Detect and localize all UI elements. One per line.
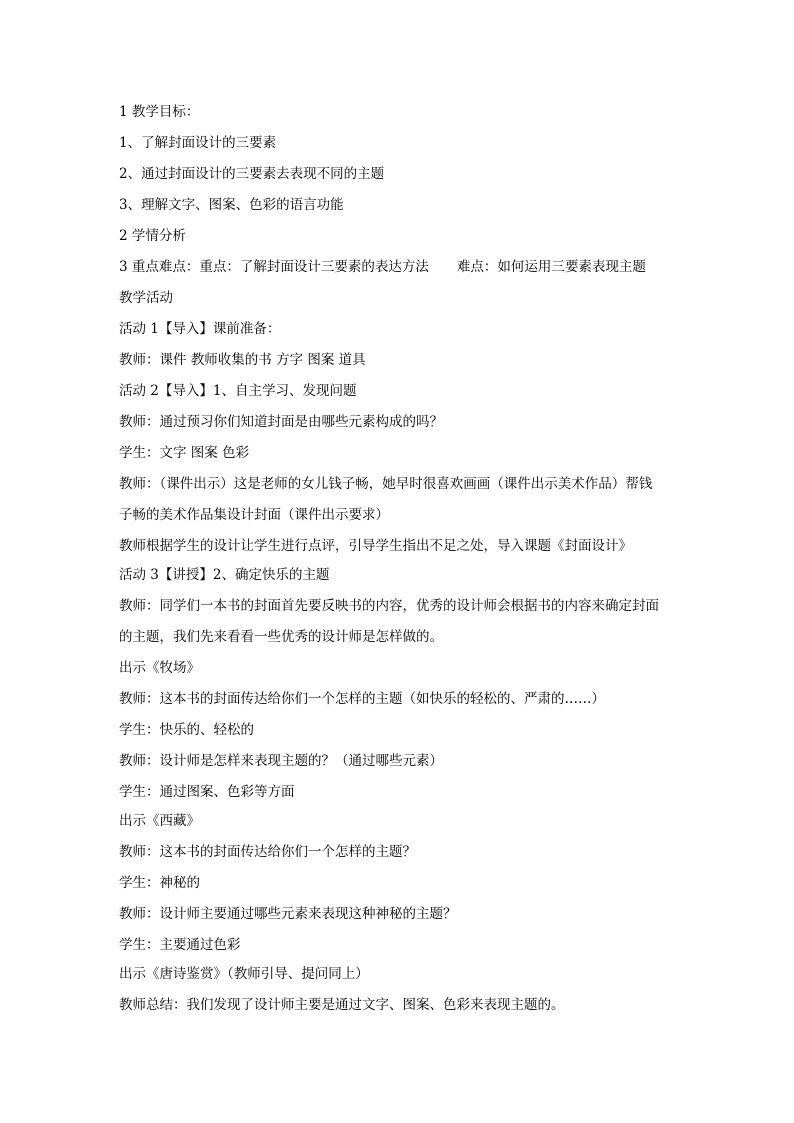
heading-key-difficult-points (119, 256, 679, 287)
lesson-plan-body (119, 101, 679, 1025)
paragraph: 教师：这本书的封面传达给你们一个怎样的主题？ (119, 844, 416, 860)
objective-item: 2、通过封面设计的三要素去表现不同的主题 (119, 166, 385, 182)
paragraph: 出示《牧场》 (119, 660, 200, 676)
paragraph: 学生：神秘的 (119, 875, 200, 891)
key-point-text: 3 重点难点：重点：了解封面设计三要素的表达方法 (119, 259, 429, 275)
activity-heading: 活动 2【导入】1、自主学习、发现问题 (119, 383, 357, 399)
paragraph: 的主题，我们先来看看一些优秀的设计师是怎样做的。 (119, 629, 443, 645)
objective-item: 3、理解文字、图案、色彩的语言功能 (119, 197, 344, 213)
paragraph: 教师总结：我们发现了设计师主要是通过文字、图案、色彩来表现主题的。 (119, 997, 565, 1013)
paragraph: 教师：设计师主要通过哪些元素来表现这种神秘的主题？ (119, 906, 457, 922)
paragraph: 教师：设计师是怎样来表现主题的？（通过哪些元素） (119, 753, 443, 769)
paragraph: 教师：这本书的封面传达给你们一个怎样的主题（如快乐的轻松的、严肃的……） (119, 691, 605, 707)
paragraph: 学生：快乐的、轻松的 (119, 722, 254, 738)
activity-heading: 活动 3【讲授】2、确定快乐的主题 (119, 567, 330, 583)
heading-teaching-activities: 教学活动 (119, 290, 173, 306)
activity-heading: 活动 1【导入】课前准备： (119, 321, 281, 337)
paragraph: 学生：主要通过色彩 (119, 937, 241, 953)
paragraph: 学生：文字 图案 色彩 (119, 445, 250, 461)
paragraph: 子畅的美术作品集设计封面（课件出示要求） (119, 507, 389, 523)
paragraph: 教师：通过预习你们知道封面是由哪些元素构成的吗？ (119, 414, 443, 430)
paragraph: 出示《唐诗鉴赏》（教师引导、提问同上） (119, 966, 369, 982)
paragraph: 出示《西藏》 (119, 813, 200, 829)
paragraph: 教师：同学们一本书的封面首先要反映书的内容，优秀的设计师会根据书的内容来确定封面 (119, 598, 659, 614)
objective-item: 1、了解封面设计的三要素 (119, 135, 277, 151)
paragraph: 教师根据学生的设计让学生进行点评，引导学生指出不足之处，导入课题《封面设计》 (119, 538, 632, 554)
paragraph: 教师：课件 教师收集的书 方字 图案 道具 (119, 352, 366, 368)
paragraph: 教师：（课件出示）这是老师的女儿钱子畅，她早时很喜欢画画（课件出示美术作品）帮钱 (119, 476, 653, 492)
heading-student-analysis: 2 学情分析 (119, 228, 186, 244)
paragraph: 学生：通过图案、色彩等方面 (119, 784, 295, 800)
difficult-point-text: 难点：如何运用三要素表现主题 (456, 259, 646, 275)
heading-teaching-objectives: 1 教学目标： (119, 104, 200, 120)
